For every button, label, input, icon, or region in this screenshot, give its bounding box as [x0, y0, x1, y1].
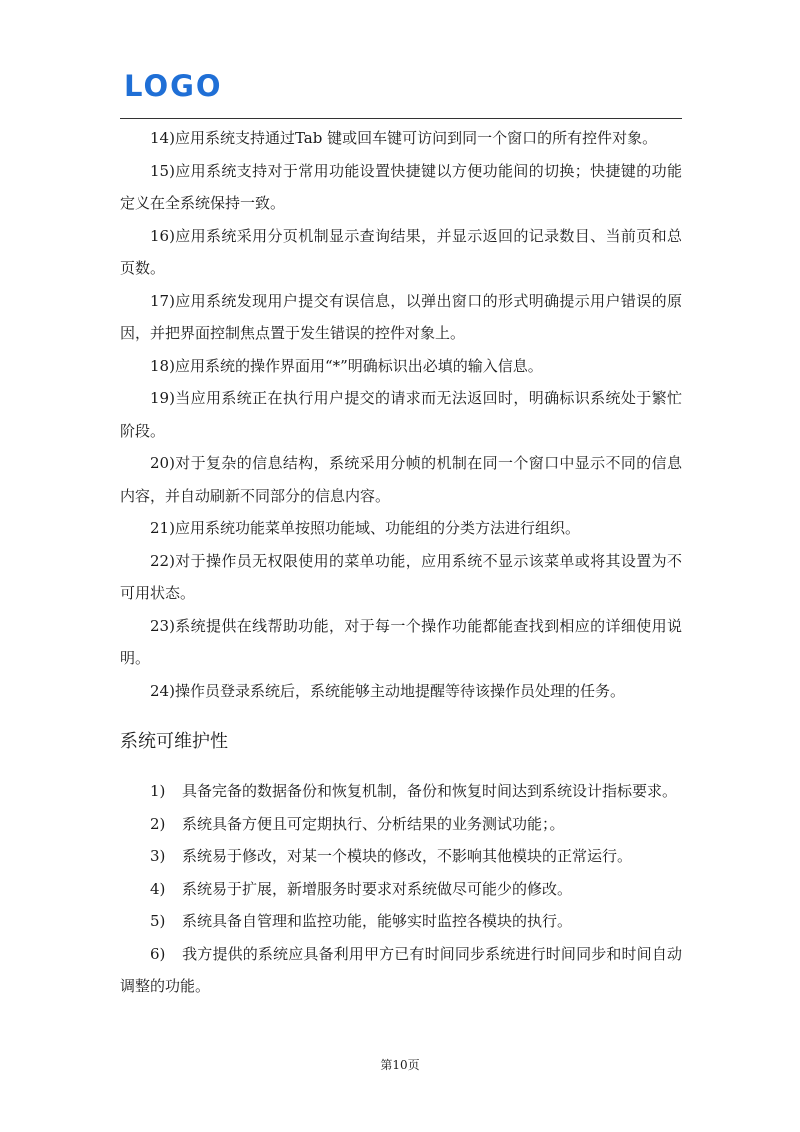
paragraph-23: 23)系统提供在线帮助功能，对于每一个操作功能都能查找到相应的详细使用说明。	[120, 616, 682, 667]
list-item-text: 系统易于修改，对某一个模块的修改，不影响其他模块的正常运行。	[182, 847, 633, 865]
list-item-text: 系统具备方便且可定期执行、分析结果的业务测试功能；。	[182, 814, 565, 833]
maintainability-list	[120, 775, 682, 1003]
paragraph-19: 19)当应用系统正在执行用户提交的请求而无法返回时，明确标识系统处于繁忙阶段。	[120, 389, 682, 440]
paragraph-16: 16)应用系统采用分页机制显示查询结果，并显示返回的记录数目、当前页和总页数。	[120, 226, 682, 277]
section-title-maintainability: 系统可维护性	[120, 731, 228, 752]
list-item-number: 6)	[150, 944, 166, 963]
logo: LOGO	[124, 69, 223, 103]
header-divider	[120, 118, 682, 119]
paragraph-18: 18)应用系统的操作界面用“*”明确标识出必填的输入信息。	[150, 356, 543, 375]
paragraph-22: 22)对于操作员无权限使用的菜单功能，应用系统不显示该菜单或将其设置为不可用状态。	[120, 551, 682, 602]
document-body	[120, 122, 682, 1003]
list-item-text: 我方提供的系统应具备利用甲方已有时间同步系统进行时间同步和时间自动调整的功能。	[120, 944, 682, 995]
list-item-text: 具备完备的数据备份和恢复机制，备份和恢复时间达到系统设计指标要求。	[182, 782, 678, 800]
paragraph-21: 21)应用系统功能菜单按照功能域、功能组的分类方法进行组织。	[150, 519, 580, 537]
list-item-text: 系统具备自管理和监控功能，能够实时监控各模块的执行。	[182, 912, 573, 930]
list-item	[120, 775, 682, 808]
list-item	[120, 873, 682, 906]
list-item	[120, 840, 682, 873]
page-number: 第10页	[380, 1058, 420, 1072]
list-item	[120, 905, 682, 938]
list-item-number: 5)	[150, 912, 166, 930]
paragraph-17: 17)应用系统发现用户提交有误信息，以弹出窗口的形式明确提示用户错误的原因，并把界面控制焦点置于发生错误的控件对象上。	[120, 291, 682, 342]
list-item-number: 1)	[150, 782, 166, 800]
list-item	[120, 808, 682, 841]
paragraph-15: 15)应用系统支持对于常用功能设置快捷键以方便功能间的切换；快捷键的功能定义在全系统保持一致。	[120, 161, 682, 212]
list-item-number: 3)	[150, 847, 166, 865]
list-item-number: 2)	[150, 814, 166, 833]
list-item-number: 4)	[150, 879, 166, 898]
paragraph-20: 20)对于复杂的信息结构，系统采用分帧的机制在同一个窗口中显示不同的信息内容，并自动刷新不同部分的信息内容。	[120, 454, 682, 505]
list-item	[120, 938, 682, 1003]
list-item-text: 系统易于扩展，新增服务时要求对系统做尽可能少的修改。	[182, 879, 573, 898]
paragraph-14: 14)应用系统支持通过Tab 键或回车键可访问到同一个窗口的所有控件对象。	[150, 129, 658, 147]
paragraph-24: 24)操作员登录系统后，系统能够主动地提醒等待该操作员处理的任务。	[150, 681, 625, 700]
